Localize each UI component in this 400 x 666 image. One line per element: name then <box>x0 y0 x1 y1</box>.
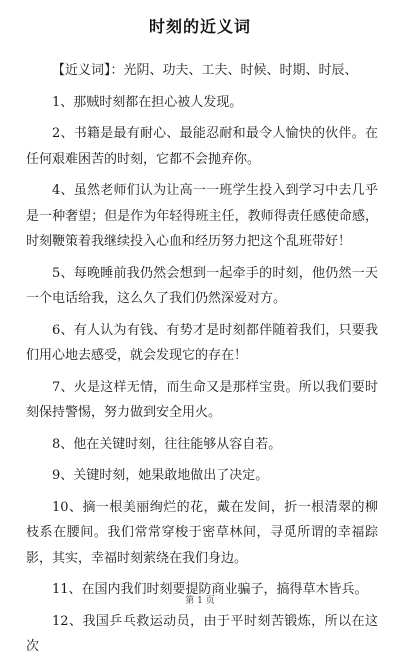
page-number: 第 1 页 <box>185 596 215 606</box>
example-sentence-1: 1、那贼时刻都在担心被人发现。 <box>52 94 243 110</box>
example-sentence-6: 6、有人认为有钱、有势才是时刻都伴随着我们，只要我们用心地去感受，就会发现它的存在！ <box>26 322 378 363</box>
example-sentence-2: 2、书籍是最有耐心、最能忍耐和最令人愉快的伙伴。在任何艰难困苦的时刻，它都不会抛弃你。 <box>26 126 378 167</box>
example-sentence-10: 10、摘一根美丽绚烂的花，戴在发间，折一根清翠的柳枝系在腰间。我们常常穿梭于密草林间，寻觅所谓的幸福踪影，其实，幸福时刻萦绕在我们身边。 <box>26 499 378 566</box>
example-sentence-4: 4、虽然老师们认为让高一一班学生投入到学习中去几乎是一种奢望；但是作为年轻得班主任，教师得责任感使命感，时刻鞭策着我继续投入心血和经历努力把这个乱班带好！ <box>26 183 378 249</box>
document-title: 时刻的近义词 <box>148 17 251 36</box>
example-sentence-11: 11、在国内我们时刻要提防商业骗子，搞得草木皆兵。 <box>52 582 368 597</box>
example-sentence-8: 8、他在关键时刻，往往能够从容自若。 <box>52 436 282 452</box>
example-sentence-12: 12、我国乒乓救运动员，由于平时刻苦锻炼，所以在这次 <box>26 613 378 654</box>
example-sentence-5: 5、每晚睡前我仍然会想到一起牵手的时刻，他仍然一天一个电话给我，这么久了我们仍然深爱对方。 <box>26 265 378 306</box>
example-sentence-7: 7、火是这样无情，而生命又是那样宝贵。所以我们要时刻保持警惕，努力做到安全用火。 <box>26 379 378 420</box>
document-body <box>26 58 378 666</box>
synonym-list: 【近义词】：光阴、功夫、工夫、时候、时期、时辰、 <box>52 63 358 78</box>
example-sentence-9: 9、关键时刻，她果敢地做出了决定。 <box>52 468 269 483</box>
